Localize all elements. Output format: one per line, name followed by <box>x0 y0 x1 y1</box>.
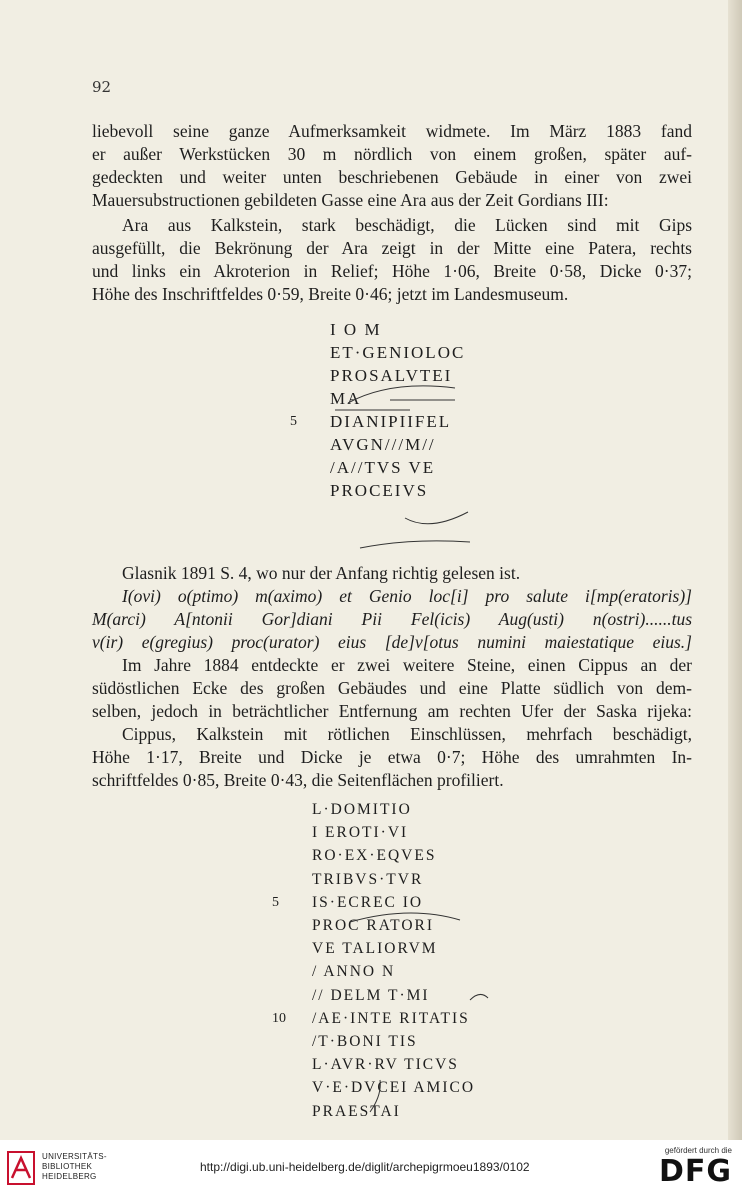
inscription-line: /T·BONI TIS <box>312 1033 418 1051</box>
inscription-line: PROC RATORI <box>312 917 435 935</box>
text-line: gedeckten und weiter unten beschriebenen Gebäude in einer von zwei <box>92 167 692 187</box>
text-line: Höhe des Inschriftfeldes 0·59, Breite 0·46; jetzt im Landesmuseum. <box>92 284 569 304</box>
inscription-line: PROCEIVS <box>330 481 429 500</box>
text-line: ausgefüllt, die Bekrönung der Ara zeigt in der Mitte eine Patera, rechts <box>92 238 692 258</box>
page-gutter <box>728 0 742 1140</box>
inscription-line: I EROTI·VI <box>312 824 409 842</box>
library-emblem-icon <box>6 1150 36 1186</box>
footer-bar <box>0 1140 742 1198</box>
text-line: Im Jahre 1884 entdeckte er zwei weitere Steine, einen Cippus an der <box>122 655 692 675</box>
text-line: Cippus, Kalkstein mit rötlichen Einschlüssen, mehrfach beschädigt, <box>122 724 692 744</box>
inscription-line: MA <box>330 389 362 408</box>
library-name-line: UNIVERSITÄTS- <box>42 1152 107 1161</box>
page-url-link[interactable]: http://digi.ub.uni-heidelberg.de/diglit/archepigrmoeu1893/0102 <box>200 1160 530 1174</box>
inscription-line: /A//TVS VE <box>330 458 436 477</box>
text-line: v(ir) e(gregius) proc(urator) eius [de]v[otus numini maiestatique eius.] <box>92 632 692 652</box>
text-line: M(arci) A[ntonii Gor]diani Pii Fel(icis) Aug(usti) n(ostri)......tus <box>92 609 692 629</box>
inscription-line: PROSALVTEI <box>330 366 453 385</box>
inscription-line: V·E·DVCEI AMICO <box>312 1079 476 1097</box>
inscription-line: PRAESTAI <box>312 1102 401 1120</box>
paragraph-5 <box>92 654 692 723</box>
text-line: I(ovi) o(ptimo) m(aximo) et Genio loc[i] pro salute i[mp(eratoris)] <box>122 586 692 606</box>
text-line: Höhe 1·17, Breite und Dicke je etwa 0·7; Höhe des umrahmten In- <box>92 747 692 767</box>
text-line: schriftfeldes 0·85, Breite 0·43, die Seitenflächen profiliert. <box>92 770 504 790</box>
page-number: 92 <box>92 78 112 96</box>
inscription-line: I O M <box>330 320 382 339</box>
inscription-line: L·DOMITIO <box>312 801 412 818</box>
inscription-line: TRIBVS·TVR <box>312 870 424 888</box>
inscription-line: L·AVR·RV TICVS <box>312 1056 459 1074</box>
text-line: Mauersubstructionen gebildeten Gasse eine Ara aus der Zeit Gordians III: <box>92 190 609 210</box>
paragraph-4-transcription <box>92 585 692 654</box>
inscription-line: VE TALIORVM <box>312 940 438 958</box>
sponsor-label: gefördert durch die <box>664 1146 732 1155</box>
inscription-line: // DELM T·MI <box>312 986 430 1004</box>
inscription-line: RO·EX·EQVES <box>312 847 437 865</box>
dfg-logo[interactable]: DFG <box>658 1154 732 1189</box>
text-line: liebevoll seine ganze Aufmerksamkeit widmete. Im März 1883 fand <box>92 121 692 141</box>
text-line: Ara aus Kalkstein, stark beschädigt, die Lücken sind mit Gips <box>122 215 692 235</box>
inscription-line: 5 IS·ECREC IO <box>272 893 424 911</box>
library-name-line: HEIDELBERG <box>42 1172 97 1181</box>
paragraph-2 <box>92 214 692 306</box>
paragraph-6 <box>92 723 692 792</box>
inscription-line: 10 /AE·INTE RITATIS <box>272 1009 470 1027</box>
text-line: Glasnik 1891 S. 4, wo nur der Anfang richtig gelesen ist. <box>122 563 521 583</box>
inscription-breakage-lines <box>290 370 480 560</box>
text-line: und links ein Akroterion in Relief; Höhe 1·06, Breite 0·58, Dicke 0·37; <box>92 261 692 281</box>
text-line: selben, jedoch in beträchtlicher Entfernung am rechten Ufer der Saska rijeka: <box>92 701 692 721</box>
paragraph-1 <box>92 120 692 212</box>
library-logo[interactable] <box>6 1148 146 1190</box>
library-name-line: BIBLIOTHEK <box>42 1162 93 1171</box>
text-line: südöstlichen Ecke des großen Gebäudes und eine Platte südlich von dem- <box>92 678 692 698</box>
inscription-line: 5 DIANIPIIFEL <box>290 412 452 431</box>
paragraph-3 <box>92 562 692 585</box>
inscription-line: ET·GENIOLOC <box>330 343 466 362</box>
inscription-line: AVGN///M// <box>330 435 436 454</box>
inscription-line: / ANNO N <box>312 963 396 981</box>
library-name <box>42 1152 107 1182</box>
text-line: er außer Werkstücken 30 m nördlich von einem großen, später auf- <box>92 144 692 164</box>
